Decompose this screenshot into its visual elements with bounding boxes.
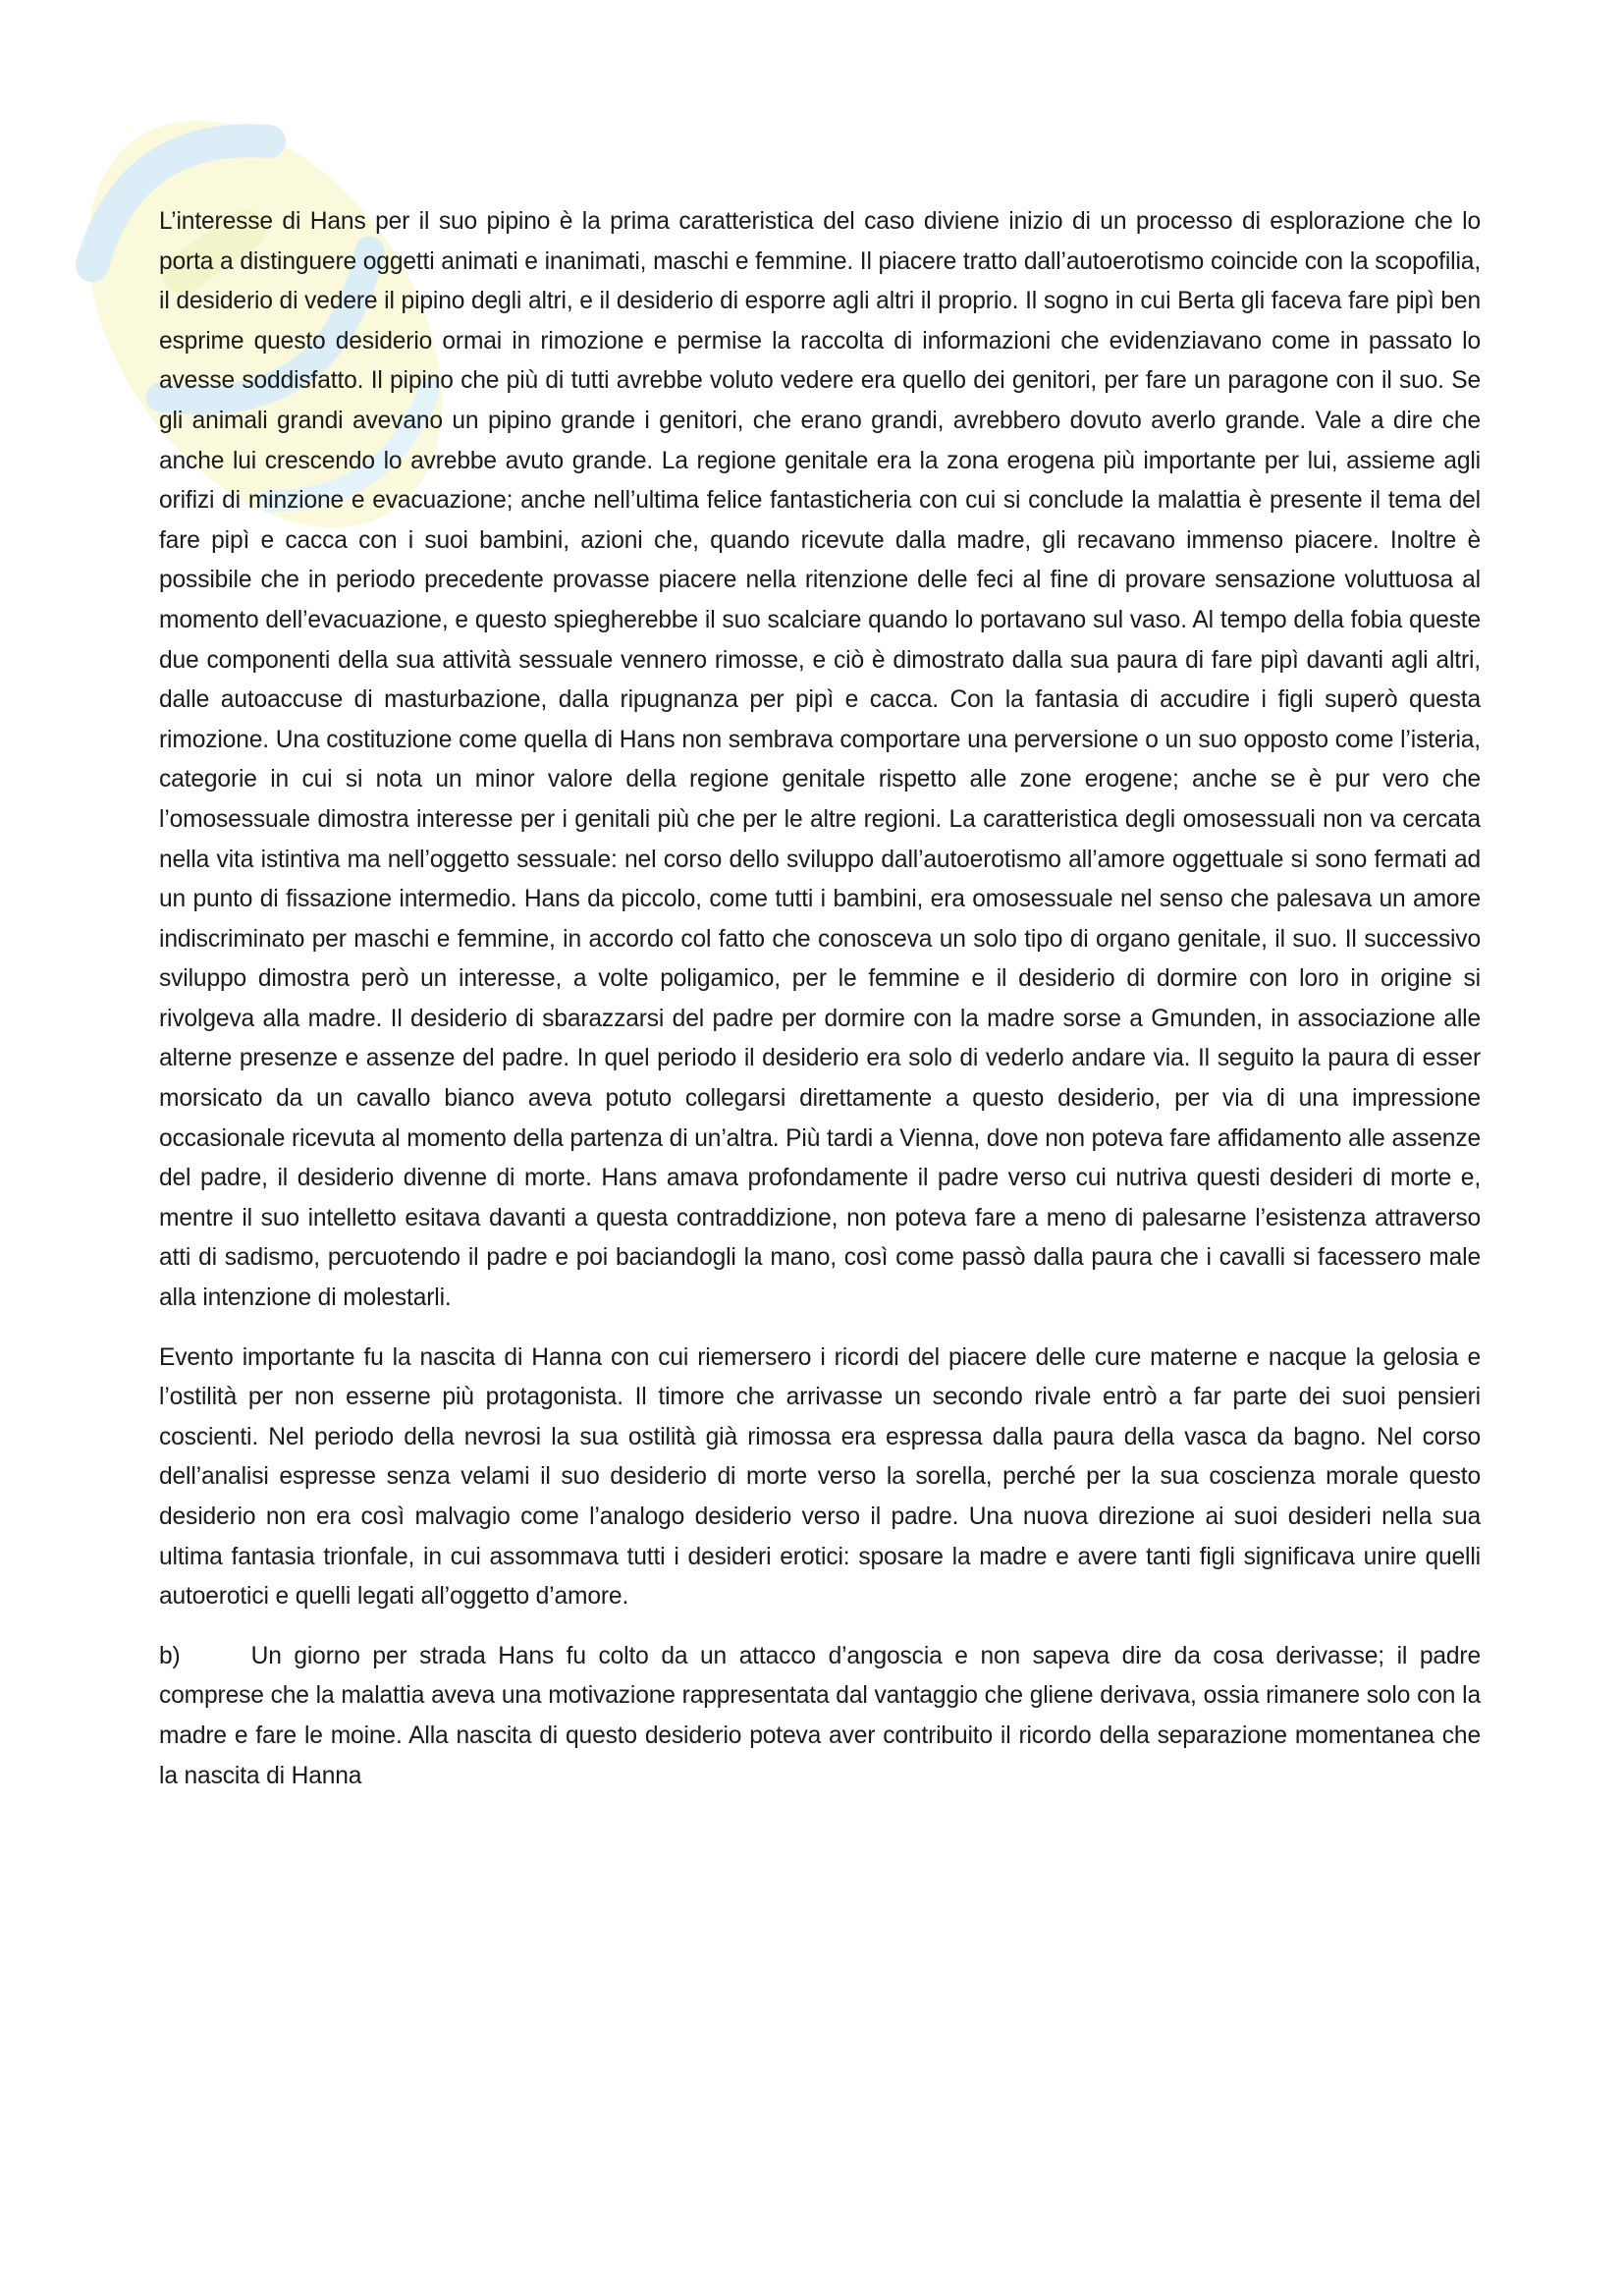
list-item-b-text [159,1637,1481,1796]
document-body [159,202,1481,1796]
paragraph-1: L’interesse di Hans per il suo pipino è la prima caratteristica del caso diviene inizio di un processo di esplorazione che lo porta a distinguere oggetti animati e inanimati, maschi e femmine. Il piacere tratto dall’autoerotismo coincide con la scopofilia, il desiderio di vedere il pipino degli altri, e il desiderio di esporre agli altri il proprio. Il sogno in cui Berta gli faceva fare pipì ben esprime questo desiderio ormai in rimozione e permise la raccolta di informazioni che evidenziavano come in passato lo avesse soddisfatto. Il pipino che più di tutti avrebbe voluto vedere era quello dei genitori, per fare un paragone con il suo. Se gli animali grandi avevano un pipino grande i genitori, che erano grandi, avrebbero dovuto averlo grande. Vale a dire che anche lui crescendo lo avrebbe avuto grande. La regione genitale era la zona erogena più importante per lui, assieme agli orifizi di minzione e evacuazione; anche nell’ultima felice fantasticheria con cui si conclude la malattia è presente il tema del fare pipì e cacca con i suoi bambini, azioni che, quando ricevute dalla madre, gli recavano immenso piacere. Inoltre è possibile che in periodo precedente provasse piacere nella ritenzione delle feci al fine di provare sensazione voluttuosa al momento dell’evacuazione, e questo spiegherebbe il suo scalciare quando lo portavano sul vaso. Al tempo della fobia queste due componenti della sua attività sessuale vennero rimosse, e ciò è dimostrato dalla sua paura di fare pipì davanti agli altri, dalle autoaccuse di masturbazione, dalla ripugnanza per pipì e cacca. Con la fantasia di accudire i figli superò questa rimozione. Una costituzione come quella di Hans non sembrava comportare una perversione o un suo opposto come l’isteria, categorie in cui si nota un minor valore della regione genitale rispetto alle zone erogene; anche se è pur vero che l’omosessuale dimostra interesse per i genitali più che per le altre regioni. La caratteristica degli omosessuali non va cercata nella vita istintiva ma nell’oggetto sessuale: nel corso dello sviluppo dall’autoerotismo all’amore oggettuale si sono fermati ad un punto di fissazione intermedio. Hans da piccolo, come tutti i bambini, era omosessuale nel senso che palesava un amore indiscriminato per maschi e femmine, in accordo col fatto che conosceva un solo tipo di organo genitale, il suo. Il successivo sviluppo dimostra però un interesse, a volte poligamico, per le femmine e il desiderio di dormire con loro in origine si rivolgeva alla madre. Il desiderio di sbarazzarsi del padre per dormire con la madre sorse a Gmunden, in associazione alle alterne presenze e assenze del padre. In quel periodo il desiderio era solo di vederlo andare via. Il seguito la paura di esser morsicato da un cavallo bianco aveva potuto collegarsi direttamente a questo desiderio, per via di una impressione occasionale ricevuta al momento della partenza di un’altra. Più tardi a Vienna, dove non poteva fare affidamento alle assenze del padre, il desiderio divenne di morte. Hans amava profondamente il padre verso cui nutriva questi desideri di morte e, mentre il suo intelletto esitava davanti a questa contraddizione, non poteva fare a meno di palesarne l’esistenza attraverso atti di sadismo, percuotendo il padre e poi baciandogli la mano, così come passò dalla paura che i cavalli si facessero male alla intenzione di molestarli. [159,208,1481,1312]
paragraph-2: Evento importante fu la nascita di Hanna con cui riemersero i ricordi del piacere delle cure materne e nacque la gelosia e l’ostilità per non esserne più protagonista. Il timore che arrivasse un secondo rivale entrò a far parte dei suoi pensieri coscienti. Nel periodo della nevrosi la sua ostilità già rimossa era espressa dalla paura della vasca da bagno. Nel corso dell’analisi espresse senza velami il suo desiderio di morte verso la sorella, perché per la sua coscienza morale questo desiderio non era così malvagio come l’analogo desiderio verso il padre. Una nuova direzione ai suoi desideri nella sua ultima fantasia trionfale, in cui assommava tutti i desideri erotici: sposare la madre e avere tanti figli significava unire quelli autoerotici e quelli legati all’oggetto d’amore. [159,1343,1481,1611]
list-item-b [159,1637,1481,1796]
list-item-b-body: Un giorno per strada Hans fu colto da un attacco d’angoscia e non sapeva dire da cosa derivasse; il padre comprese che la malattia aveva una motivazione rappresentata dal vantaggio che gliene derivava, ossia rimanere solo con la madre e fare le moine. Alla nascita di questo desiderio poteva aver contribuito il ricordo della separazione momentanea che la nascita di Hanna [159,1642,1481,1789]
list-item-b-marker: b) [159,1642,181,1669]
